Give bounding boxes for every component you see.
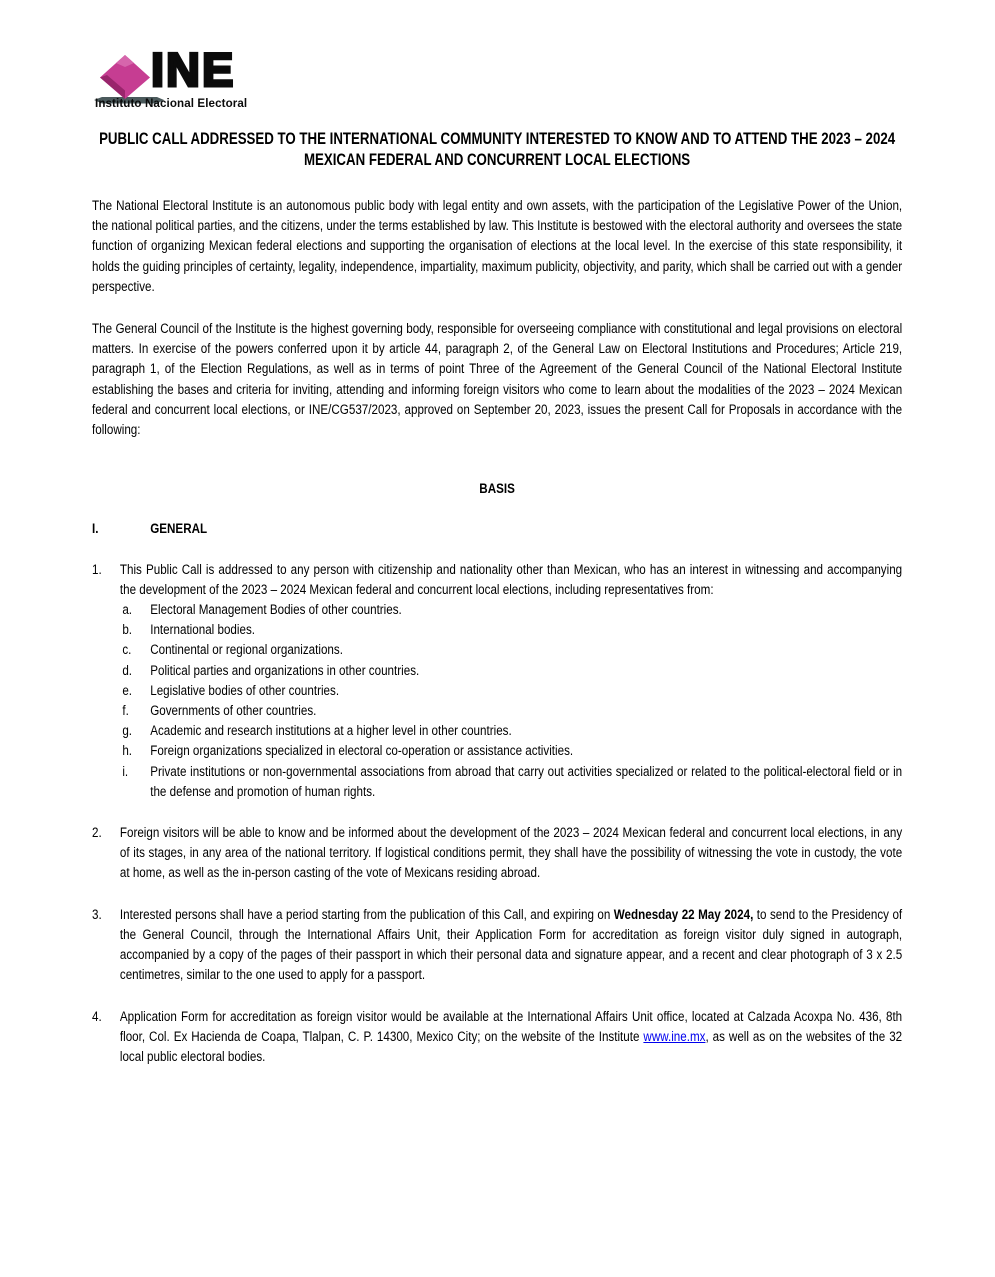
section-title: GENERAL bbox=[150, 521, 208, 538]
sub-list bbox=[122, 600, 902, 802]
sub-list-item-f bbox=[122, 701, 902, 721]
sub-list-item-d bbox=[122, 661, 902, 681]
ine-website-link[interactable]: www.ine.mx bbox=[643, 1028, 706, 1045]
deadline-text-before: Interested persons shall have a period starting from the publication of this Call, and expiring on bbox=[119, 906, 614, 923]
sub-list-item-i bbox=[122, 762, 902, 802]
basis-heading: BASIS bbox=[479, 481, 515, 498]
sub-item-text: Governments of other countries. bbox=[150, 703, 317, 720]
sub-item-text: International bodies. bbox=[150, 622, 256, 639]
deadline-date: Wednesday 22 May 2024, bbox=[613, 906, 754, 923]
sub-item-text: Private institutions or non-governmental associations from abroad that carry out activities specialized or related to the political-electoral field or in the defense and promotion of human rights. bbox=[150, 763, 903, 800]
sub-list-item-b bbox=[122, 620, 902, 640]
list-item-text: Foreign visitors will be able to know and be informed about the development of the 2023 – 2024 Mexican federal and concurrent local elections, in any of its stages, in any area of the national territory. If logistical conditions permit, they shall have the possibility of witnessing the vote in custody, the vote at home, as well as the in-person casting of the vote of Mexicans residing abroad. bbox=[119, 825, 903, 882]
sub-item-letter: e. bbox=[122, 682, 133, 699]
sub-item-letter: g. bbox=[122, 723, 133, 740]
logo-acronym: INE bbox=[151, 43, 236, 96]
list-item-4 bbox=[92, 1007, 902, 1068]
list-item-number: 4. bbox=[92, 1008, 102, 1025]
section-numeral: I. bbox=[92, 521, 99, 538]
sub-item-letter: c. bbox=[122, 642, 132, 659]
list-item-text bbox=[120, 1007, 902, 1068]
list-item-2 bbox=[92, 823, 902, 884]
sub-list-item-a bbox=[122, 600, 902, 620]
intro-paragraph-2: The General Council of the Institute is the highest governing body, responsible for overseeing compliance with constitutional and legal provisions on electoral matters. In exercise of the powers conferred upon it by article 44, paragraph 2, of the General Law on Electoral Institutions and Procedures; Article 219, paragraph 1, of the Election Regulations, as well as in terms of point Three of the Agreement of the General Council of the National Electoral Institute establishing the bases and criteria for inviting, attending and informing foreign visitors who come to learn about the modalities of the 2023 – 2024 Mexican federal and concurrent local elections, or INE/CG537/2023, approved on September 20, 2023, issues the present Call for Proposals in accordance with the following: bbox=[92, 321, 903, 439]
list-item-number: 1. bbox=[92, 561, 102, 578]
sub-item-letter: b. bbox=[122, 622, 133, 639]
list-item-text: This Public Call is addressed to any person with citizenship and nationality other than Mexican, who has an interest in witnessing and accompanying the development of the 2023 – 2024 Mexican federal and concurrent local elections, including representatives from: bbox=[119, 561, 903, 598]
document-body bbox=[92, 129, 902, 1088]
sub-item-text: Foreign organizations specialized in electoral co-operation or assistance activities. bbox=[150, 743, 574, 760]
sub-list-item-e bbox=[122, 681, 902, 701]
deadline-text-after: to send to the Presidency of the General Council, through the International Affairs Unit, their Application Form for accreditation as foreign visitor duly signed in autograph, accompanied by a copy of the pages of their passport in which their personal data and signature appear, and a recent and clear photograph of 3 x 2.5 centimetres, similar to the one used to apply for a passport. bbox=[119, 906, 903, 984]
list-item-number: 3. bbox=[92, 906, 102, 923]
sub-item-text: Electoral Management Bodies of other countries. bbox=[150, 602, 402, 619]
intro-paragraph-1: The National Electoral Institute is an autonomous public body with legal entity and own assets, with the participation of the Legislative Power of the Union, the national political parties, and the citizens, under the terms established by law. This Institute is bestowed with the electoral authority and oversees the state function of organizing Mexican federal elections and supporting the organisation of elections at the local level. In the exercise of this state responsibility, it holds the guiding principles of certainty, legality, independence, impartiality, maximum publicity, objectivity, and parity, which shall be carried out with a gender perspective. bbox=[92, 198, 903, 295]
ine-logo bbox=[95, 43, 265, 112]
list-item-1 bbox=[92, 560, 902, 802]
list-item-number: 2. bbox=[92, 825, 102, 842]
sub-item-letter: d. bbox=[122, 662, 133, 679]
sub-item-text: Political parties and organizations in other countries. bbox=[150, 662, 420, 679]
sub-item-letter: i. bbox=[122, 763, 129, 780]
address-text-after: , as well as on the websites of the 32 local public electoral bodies. bbox=[119, 1028, 903, 1065]
list-item-text bbox=[120, 905, 902, 986]
section-heading-general bbox=[92, 519, 902, 539]
sub-item-letter: a. bbox=[122, 602, 133, 619]
sub-item-text: Legislative bodies of other countries. bbox=[150, 682, 340, 699]
sub-list-item-g bbox=[122, 721, 902, 741]
sub-list-item-h bbox=[122, 741, 902, 761]
document-title: PUBLIC CALL ADDRESSED TO THE INTERNATIONAL COMMUNITY INTERESTED TO KNOW AND TO ATTEND THE 2023 – 2024 MEXICAN FEDERAL AND CONCURRENT LOCAL ELECTIONS bbox=[99, 130, 896, 169]
sub-item-letter: h. bbox=[122, 743, 133, 760]
address-text-before: Application Form for accreditation as foreign visitor would be available at the International Affairs Unit office, located at Calzada Acoxpa No. 436, 8th floor, Col. Ex Hacienda de Coapa, Tlalpan, C. P. 14300, Mexico City; on the website of the Institute bbox=[119, 1008, 903, 1045]
list-item-3 bbox=[92, 905, 902, 986]
sub-list-item-c bbox=[122, 640, 902, 660]
sub-item-text: Academic and research institutions at a higher level in other countries. bbox=[150, 723, 512, 740]
sub-item-letter: f. bbox=[122, 703, 129, 720]
logo-subtitle: Instituto Nacional Electoral bbox=[95, 97, 248, 110]
sub-item-text: Continental or regional organizations. bbox=[150, 642, 343, 659]
